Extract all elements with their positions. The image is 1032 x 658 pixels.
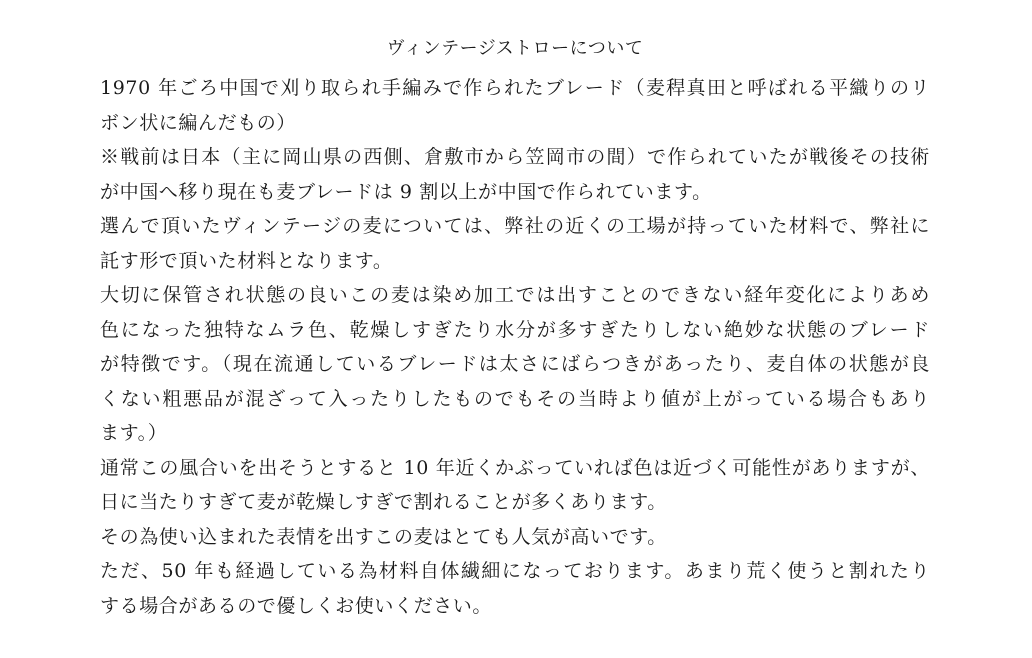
paragraph-popularity — [100, 520, 930, 555]
text-line: 選んで頂いたヴィンテージの麦については、弊社の近くの工場が持っていた材料で、弊社に — [100, 215, 930, 237]
text-line: が中国へ移り現在も麦ブレードは 9 割以上が中国で作られています。 — [100, 180, 712, 203]
text-line: その為使い込まれた表情を出すこの麦はとても人気が高いです。 — [100, 525, 667, 548]
text-line: 1970 年ごろ中国で刈り取られ手編みで作られたブレード（麦稈真田と呼ばれる平織りのリ — [100, 77, 930, 99]
text-line: くない粗悪品が混ざって入ったりしたものでもその当時より値が上がっている場合もあり — [100, 387, 930, 410]
text-line: 大切に保管され状態の良いこの麦は染め加工では出すことのできない経年変化によりあめ — [100, 284, 930, 306]
text-block: 通常この風合いを出そうとすると 10 年近くかぶっていれば色は近づく可能性がありますが、日に当たりすぎて麦が乾燥しすぎで割れることが多くあります。 — [100, 456, 930, 513]
paragraph-aging — [100, 451, 930, 520]
text-line: ただ、50 年も経過している為材料自体繊細になっております。あまり荒く使うと割れたり — [100, 560, 930, 582]
document-title: ヴィンテージストローについて — [386, 38, 644, 59]
text-line: 色になった独特なムラ色、乾燥しすぎたり水分が多すぎたりしない絶妙な状態のブレード — [100, 318, 930, 341]
text-line: ます。） — [100, 422, 168, 444]
paragraph-material-source — [100, 209, 930, 278]
paragraph-features — [100, 278, 930, 451]
text-line: が特徴です。（現在流通しているブレードは太さにばらつきがあったり、麦自体の状態が良 — [100, 353, 930, 375]
text-line: 託す形で頂いた材料となります。 — [100, 249, 393, 272]
text-line: する場合があるので優しくお使いください。 — [100, 594, 493, 617]
paragraph-history-note — [100, 140, 930, 209]
paragraph-care-note — [100, 554, 930, 623]
document-body — [100, 34, 930, 623]
paragraph-origin — [100, 71, 930, 140]
text-line: ボン状に編んだもの） — [100, 111, 297, 134]
text-line: ※戦前は日本（主に岡山県の西側、倉敷市から笠岡市の間）で作られていたが戦後その技術 — [100, 146, 930, 168]
